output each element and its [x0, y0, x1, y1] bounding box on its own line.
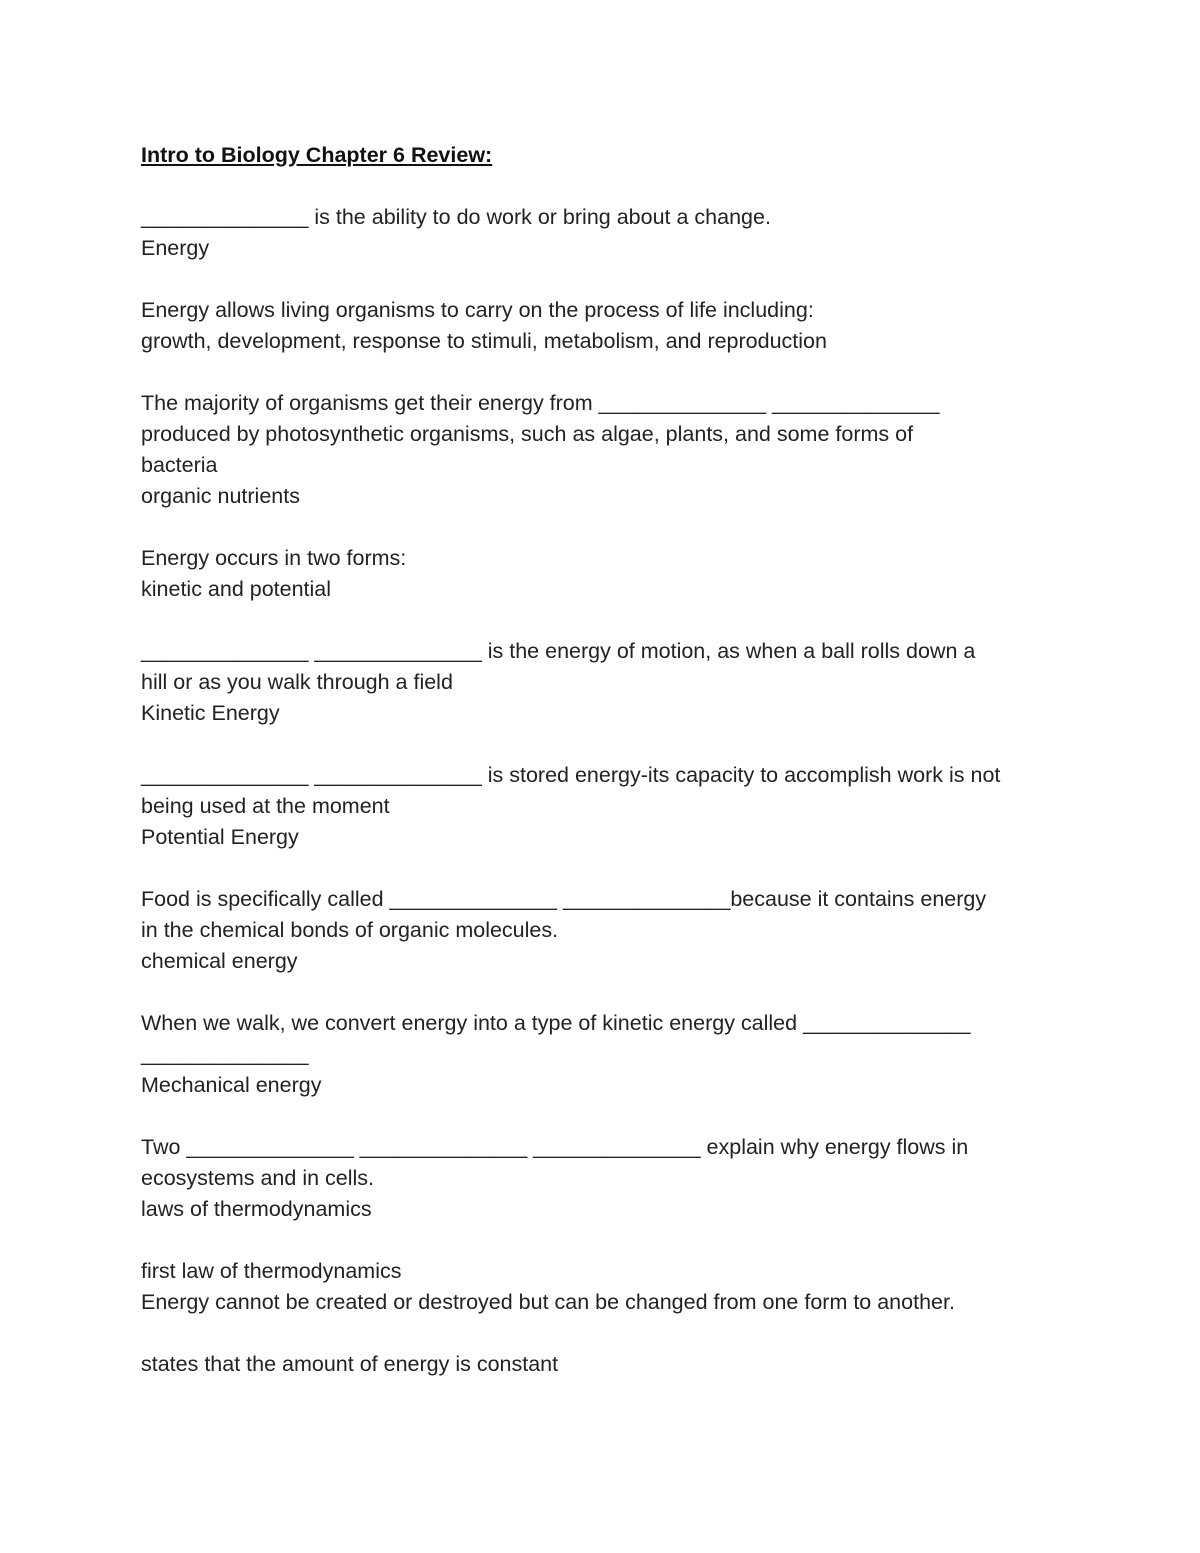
text-line: The majority of organisms get their energy from ______________ ______________: [141, 391, 940, 415]
text-line: Potential Energy: [141, 825, 299, 849]
blank-line: [141, 729, 1081, 760]
text-line: Food is specifically called ______________ ______________because it contains energy: [141, 887, 987, 911]
text-line: Kinetic Energy: [141, 701, 280, 725]
text-line: ecosystems and in cells.: [141, 1166, 375, 1190]
blank-line: [141, 1225, 1081, 1256]
text-line: ______________ ______________ is the energy of motion, as when a ball rolls down a: [141, 639, 976, 663]
text-line: ______________ ______________ is stored energy-its capacity to accomplish work is not: [141, 763, 1001, 787]
text-line: being used at the moment: [141, 794, 390, 818]
text-line: Mechanical energy: [141, 1073, 322, 1097]
blank-line: [141, 171, 1081, 202]
text-line: chemical energy: [141, 949, 298, 973]
blank-line: [141, 264, 1081, 295]
text-line: first law of thermodynamics: [141, 1259, 402, 1283]
blank-line: [141, 605, 1081, 636]
blank-line: [141, 853, 1081, 884]
text-line: ______________: [141, 1042, 309, 1066]
document-body: [141, 171, 1081, 1380]
text-line: organic nutrients: [141, 484, 300, 508]
text-line: ______________ is the ability to do work or bring about a change.: [141, 205, 771, 229]
text-line: Two ______________ ______________ ______________ explain why energy flows in: [141, 1135, 969, 1159]
text-line: Energy cannot be created or destroyed but can be changed from one form to another.: [141, 1290, 955, 1314]
blank-line: [141, 357, 1081, 388]
text-line: kinetic and potential: [141, 577, 332, 601]
blank-line: [141, 1318, 1081, 1349]
page-title: Intro to Biology Chapter 6 Review:: [141, 143, 493, 167]
text-line: Energy: [141, 236, 210, 260]
blank-line: [141, 1101, 1081, 1132]
text-line: growth, development, response to stimuli, metabolism, and reproduction: [141, 329, 827, 353]
text-line: laws of thermodynamics: [141, 1197, 372, 1221]
text-line: bacteria: [141, 453, 218, 477]
text-line: hill or as you walk through a field: [141, 670, 453, 694]
text-line: in the chemical bonds of organic molecules.: [141, 918, 559, 942]
text-line: Energy allows living organisms to carry on the process of life including:: [141, 298, 814, 322]
text-line: When we walk, we convert energy into a type of kinetic energy called ______________: [141, 1011, 971, 1035]
document-page: [141, 140, 1081, 1380]
text-line: Energy occurs in two forms:: [141, 546, 407, 570]
blank-line: [141, 512, 1081, 543]
text-line: states that the amount of energy is constant: [141, 1352, 559, 1376]
blank-line: [141, 977, 1081, 1008]
text-line: produced by photosynthetic organisms, such as algae, plants, and some forms of: [141, 422, 914, 446]
